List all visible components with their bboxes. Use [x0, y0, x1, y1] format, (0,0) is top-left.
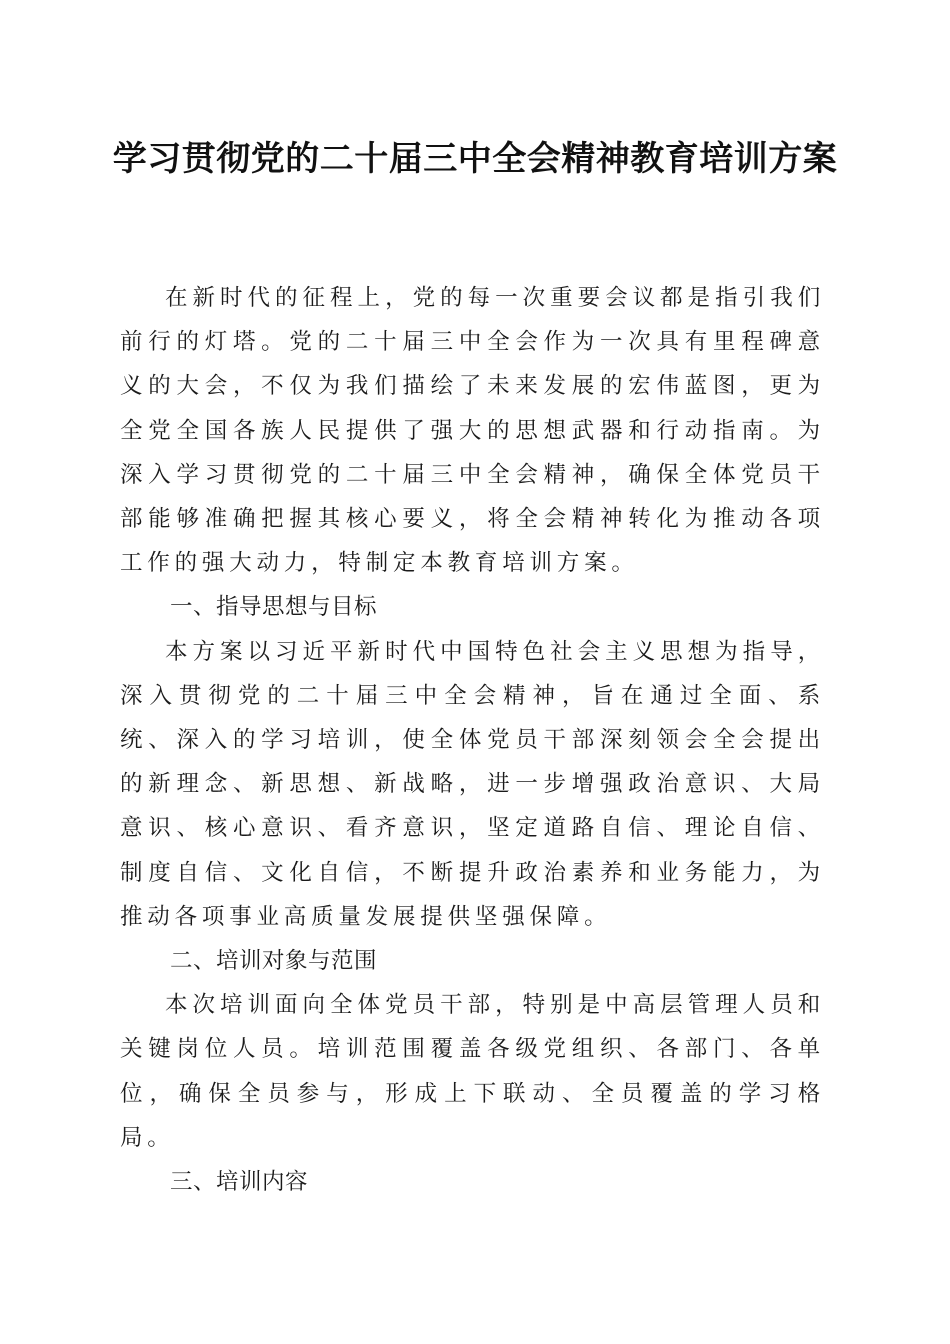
document-title: 学习贯彻党的二十届三中全会精神教育培训方案 [112, 139, 838, 179]
section-heading-guiding-ideology: 一、指导思想与目标 [170, 594, 378, 621]
document-body [120, 276, 825, 1204]
intro-paragraph: 在新时代的征程上，党的每一次重要会议都是指引我们前行的灯塔。党的二十届三中全会作为一次具有里程碑意义的大会，不仅为我们描绘了未来发展的宏伟蓝图，更为全党全国各族人民提供了强大的思想武器和行动指南。为深入学习贯彻党的二十届三中全会精神，确保全体党员干部能够准确把握其核心要义，将全会精神转化为推动各项工作的强大动力，特制定本教育培训方案。 [120, 285, 825, 577]
section-body-training-scope: 本次培训面向全体党员干部，特别是中高层管理人员和关键岗位人员。培训范围覆盖各级党组织、各部门、各单位，确保全员参与，形成上下联动、全员覆盖的学习格局。 [120, 992, 825, 1151]
section-heading-training-content: 三、培训内容 [170, 1169, 309, 1196]
section-body-guiding-ideology: 本方案以习近平新时代中国特色社会主义思想为指导，深入贯彻党的二十届三中全会精神，旨在通过全面、系统、深入的学习培训，使全体党员干部深刻领会全会提出的新理念、新思想、新战略，进一步增强政治意识、大局意识、核心意识、看齐意识，坚定道路自信、理论自信、制度自信、文化自信，不断提升政治素养和业务能力，为推动各项事业高质量发展提供坚强保障。 [120, 638, 825, 930]
section-heading-training-scope: 二、培训对象与范围 [170, 948, 378, 975]
